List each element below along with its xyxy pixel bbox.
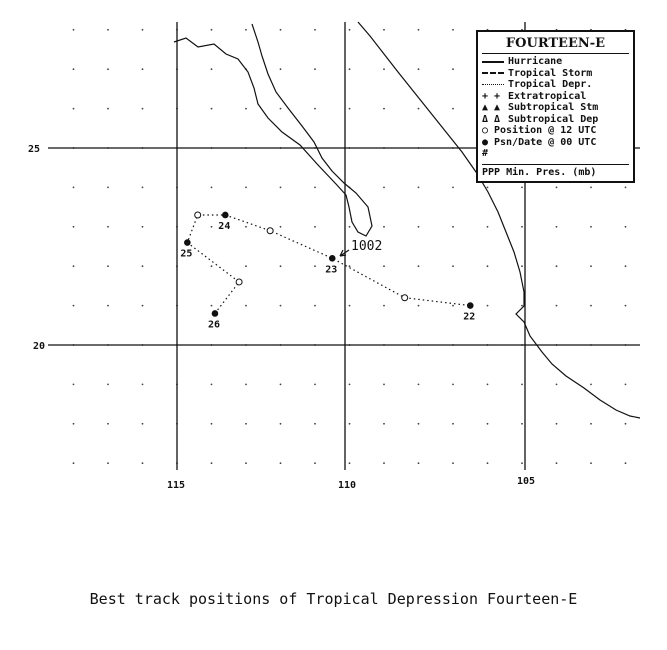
grid-dot <box>211 226 213 228</box>
grid-dot <box>452 384 454 386</box>
grid-dot <box>107 226 109 228</box>
track-point-12utc <box>402 295 408 301</box>
min-pressure-label: 1002 <box>351 239 383 254</box>
grid-dot <box>625 384 627 386</box>
grid-dot <box>418 265 420 267</box>
grid-dot <box>73 305 75 307</box>
grid-dot <box>521 384 523 386</box>
grid-dot <box>314 462 316 464</box>
grid-dot <box>521 462 523 464</box>
grid-dot <box>349 108 351 110</box>
grid-dot <box>418 68 420 70</box>
grid-dot <box>625 462 627 464</box>
grid-dot <box>314 29 316 31</box>
figure-caption: Best track positions of Tropical Depression Fourteen-E <box>89 590 578 608</box>
grid-dot <box>107 108 109 110</box>
grid-dot <box>521 265 523 267</box>
grid-dot <box>556 265 558 267</box>
legend-item-tropical-depr: Tropical Depr. <box>478 79 633 91</box>
grid-dot <box>142 384 144 386</box>
legend-divider <box>482 53 629 54</box>
grid-dot <box>73 265 75 267</box>
grid-dot <box>280 187 282 189</box>
grid-dot <box>142 68 144 70</box>
grid-dot <box>245 265 247 267</box>
grid-dot <box>280 384 282 386</box>
baja-coastline <box>174 24 372 236</box>
grid-dot <box>245 29 247 31</box>
grid-dot <box>280 462 282 464</box>
track-point-00utc <box>329 256 335 262</box>
grid-dot <box>73 187 75 189</box>
track-point-12utc <box>236 279 242 285</box>
track-point-12utc <box>195 212 201 218</box>
legend-item-hurricane: Hurricane <box>478 56 633 68</box>
grid-dot <box>452 29 454 31</box>
grid-dot <box>349 462 351 464</box>
grid-dot <box>452 108 454 110</box>
grid-dot <box>142 187 144 189</box>
grid-dot <box>556 423 558 425</box>
grid-dot <box>383 68 385 70</box>
grid-dot <box>280 29 282 31</box>
lat-label-25: 25 <box>28 144 41 155</box>
track-point-00utc <box>223 212 229 218</box>
grid-dot <box>107 305 109 307</box>
grid-dot <box>452 68 454 70</box>
grid-dot <box>107 29 109 31</box>
track-point-00utc <box>185 240 191 246</box>
grid-dot <box>383 265 385 267</box>
filled-triangle-icon: ▲ ▲ <box>482 102 501 114</box>
grid-dot <box>211 423 213 425</box>
lon-label-115: 115 <box>167 480 186 491</box>
grid-dot <box>280 68 282 70</box>
date-label: 22 <box>463 311 476 323</box>
grid-dot <box>418 108 420 110</box>
grid-dot <box>383 108 385 110</box>
grid-dot <box>73 108 75 110</box>
lat-label-20: 20 <box>33 341 46 352</box>
grid-dot <box>142 423 144 425</box>
grid-dot <box>107 423 109 425</box>
grid-dot <box>73 29 75 31</box>
grid-dot <box>383 384 385 386</box>
grid-dot <box>590 305 592 307</box>
grid-dot <box>556 226 558 228</box>
grid-dot <box>349 226 351 228</box>
grid-dot <box>487 305 489 307</box>
grid-dot <box>211 462 213 464</box>
grid-dot <box>625 187 627 189</box>
grid-dot <box>73 462 75 464</box>
dotted-line-icon <box>482 84 504 85</box>
grid-dot <box>314 108 316 110</box>
grid-dot <box>73 384 75 386</box>
grid-dot <box>245 226 247 228</box>
legend-title: FOURTEEN-E <box>505 36 606 51</box>
grid-dot <box>418 226 420 228</box>
plus-icon: + + <box>482 90 501 102</box>
grid-dot <box>245 384 247 386</box>
grid-dot <box>280 226 282 228</box>
grid-dot <box>452 226 454 228</box>
hash-icon: # <box>482 148 489 160</box>
grid-dot <box>314 384 316 386</box>
grid-dot <box>314 423 316 425</box>
track-point-12utc <box>267 228 273 234</box>
grid-dot <box>314 265 316 267</box>
grid-dot <box>142 305 144 307</box>
grid-dot <box>211 68 213 70</box>
grid-dot <box>107 265 109 267</box>
grid-dot <box>245 423 247 425</box>
grid-dot <box>349 29 351 31</box>
grid-dot <box>245 187 247 189</box>
legend-item-subtropical-stm: ▲ ▲ Subtropical Stm <box>482 102 599 114</box>
grid-dot <box>211 187 213 189</box>
lon-label-110: 110 <box>338 480 357 491</box>
grid-dot <box>418 305 420 307</box>
grid-dot <box>625 265 627 267</box>
legend-item-extratropical: + + Extratropical <box>482 90 587 102</box>
grid-dot <box>349 423 351 425</box>
date-label: 26 <box>207 319 220 331</box>
date-label: 25 <box>180 248 193 260</box>
grid-dot <box>73 226 75 228</box>
grid-dot <box>418 384 420 386</box>
grid-dot <box>590 265 592 267</box>
dashed-line-icon <box>482 72 504 74</box>
grid-dot <box>211 384 213 386</box>
grid-dot <box>383 226 385 228</box>
grid-dot <box>73 423 75 425</box>
grid-dot <box>521 423 523 425</box>
grid-dot <box>452 265 454 267</box>
grid-dot <box>625 305 627 307</box>
grid-dot <box>245 462 247 464</box>
grid-dot <box>107 68 109 70</box>
grid-dot <box>556 384 558 386</box>
grid-dot <box>452 305 454 307</box>
grid-dot <box>383 187 385 189</box>
grid-dot <box>487 384 489 386</box>
grid-dot <box>452 187 454 189</box>
track-points <box>180 212 475 331</box>
grid-dot <box>314 305 316 307</box>
grid-dot <box>383 423 385 425</box>
grid-dot <box>314 226 316 228</box>
grid-dot <box>349 305 351 307</box>
grid-dot <box>590 226 592 228</box>
grid-dot <box>280 305 282 307</box>
legend-min-pressure: PPP Min. Pres. (mb) <box>482 164 629 178</box>
grid-dot <box>349 384 351 386</box>
grid-dot <box>556 462 558 464</box>
grid-dot <box>211 108 213 110</box>
grid-dot <box>418 462 420 464</box>
grid-dot <box>487 423 489 425</box>
grid-dot <box>590 462 592 464</box>
legend-item-tropical-storm: Tropical Storm <box>478 68 633 80</box>
grid-dot <box>142 462 144 464</box>
grid-dot <box>383 462 385 464</box>
grid-dot <box>418 29 420 31</box>
legend-item-psn-date-00utc: ● Psn/Date @ 00 UTC <box>482 136 597 148</box>
grid-dot <box>211 29 213 31</box>
grid-dot <box>521 187 523 189</box>
track-point-00utc <box>467 303 473 309</box>
grid-dot <box>280 423 282 425</box>
grid-dot <box>314 187 316 189</box>
grid-dot <box>142 226 144 228</box>
grid-dot <box>211 305 213 307</box>
grid-dot <box>418 423 420 425</box>
grid-dot <box>556 187 558 189</box>
grid-dot <box>556 305 558 307</box>
solid-line-icon <box>482 61 504 63</box>
grid-dot <box>349 68 351 70</box>
grid-dot <box>73 68 75 70</box>
track-point-00utc <box>212 311 218 317</box>
grid-dot <box>487 462 489 464</box>
grid-dot <box>487 226 489 228</box>
legend-item-position-12utc: ○ Position @ 12 UTC <box>482 125 597 137</box>
legend <box>476 30 635 183</box>
grid-dot <box>487 187 489 189</box>
grid-dot <box>107 187 109 189</box>
grid-dot <box>245 108 247 110</box>
grid-dot <box>590 187 592 189</box>
grid-dot <box>245 305 247 307</box>
grid-dot <box>280 265 282 267</box>
open-triangle-icon: Δ Δ <box>482 113 501 125</box>
grid-dot <box>142 108 144 110</box>
legend-item-subtropical-dep: Δ Δ Subtropical Dep <box>482 113 599 125</box>
grid-dot <box>452 462 454 464</box>
grid-dot <box>314 68 316 70</box>
grid-dot <box>521 226 523 228</box>
grid-dot <box>107 462 109 464</box>
date-label: 23 <box>325 264 338 276</box>
grid-dot <box>107 384 109 386</box>
grid-dot <box>487 265 489 267</box>
filled-circle-icon: ● <box>482 136 489 148</box>
grid-dot <box>590 423 592 425</box>
grid-dot <box>625 226 627 228</box>
grid-dot <box>349 265 351 267</box>
grid-dot <box>452 423 454 425</box>
legend-item-hash <box>478 148 633 160</box>
grid-dot <box>383 305 385 307</box>
lon-label-105: 105 <box>517 476 536 487</box>
grid-dot <box>383 29 385 31</box>
grid-dot <box>280 108 282 110</box>
open-circle-icon: ○ <box>482 125 489 137</box>
grid-dot <box>625 423 627 425</box>
grid-dot <box>211 265 213 267</box>
grid-dot <box>590 384 592 386</box>
grid-dot <box>521 305 523 307</box>
grid-dot <box>418 187 420 189</box>
grid-dot <box>142 29 144 31</box>
date-label: 24 <box>218 220 231 232</box>
grid-dot <box>142 265 144 267</box>
